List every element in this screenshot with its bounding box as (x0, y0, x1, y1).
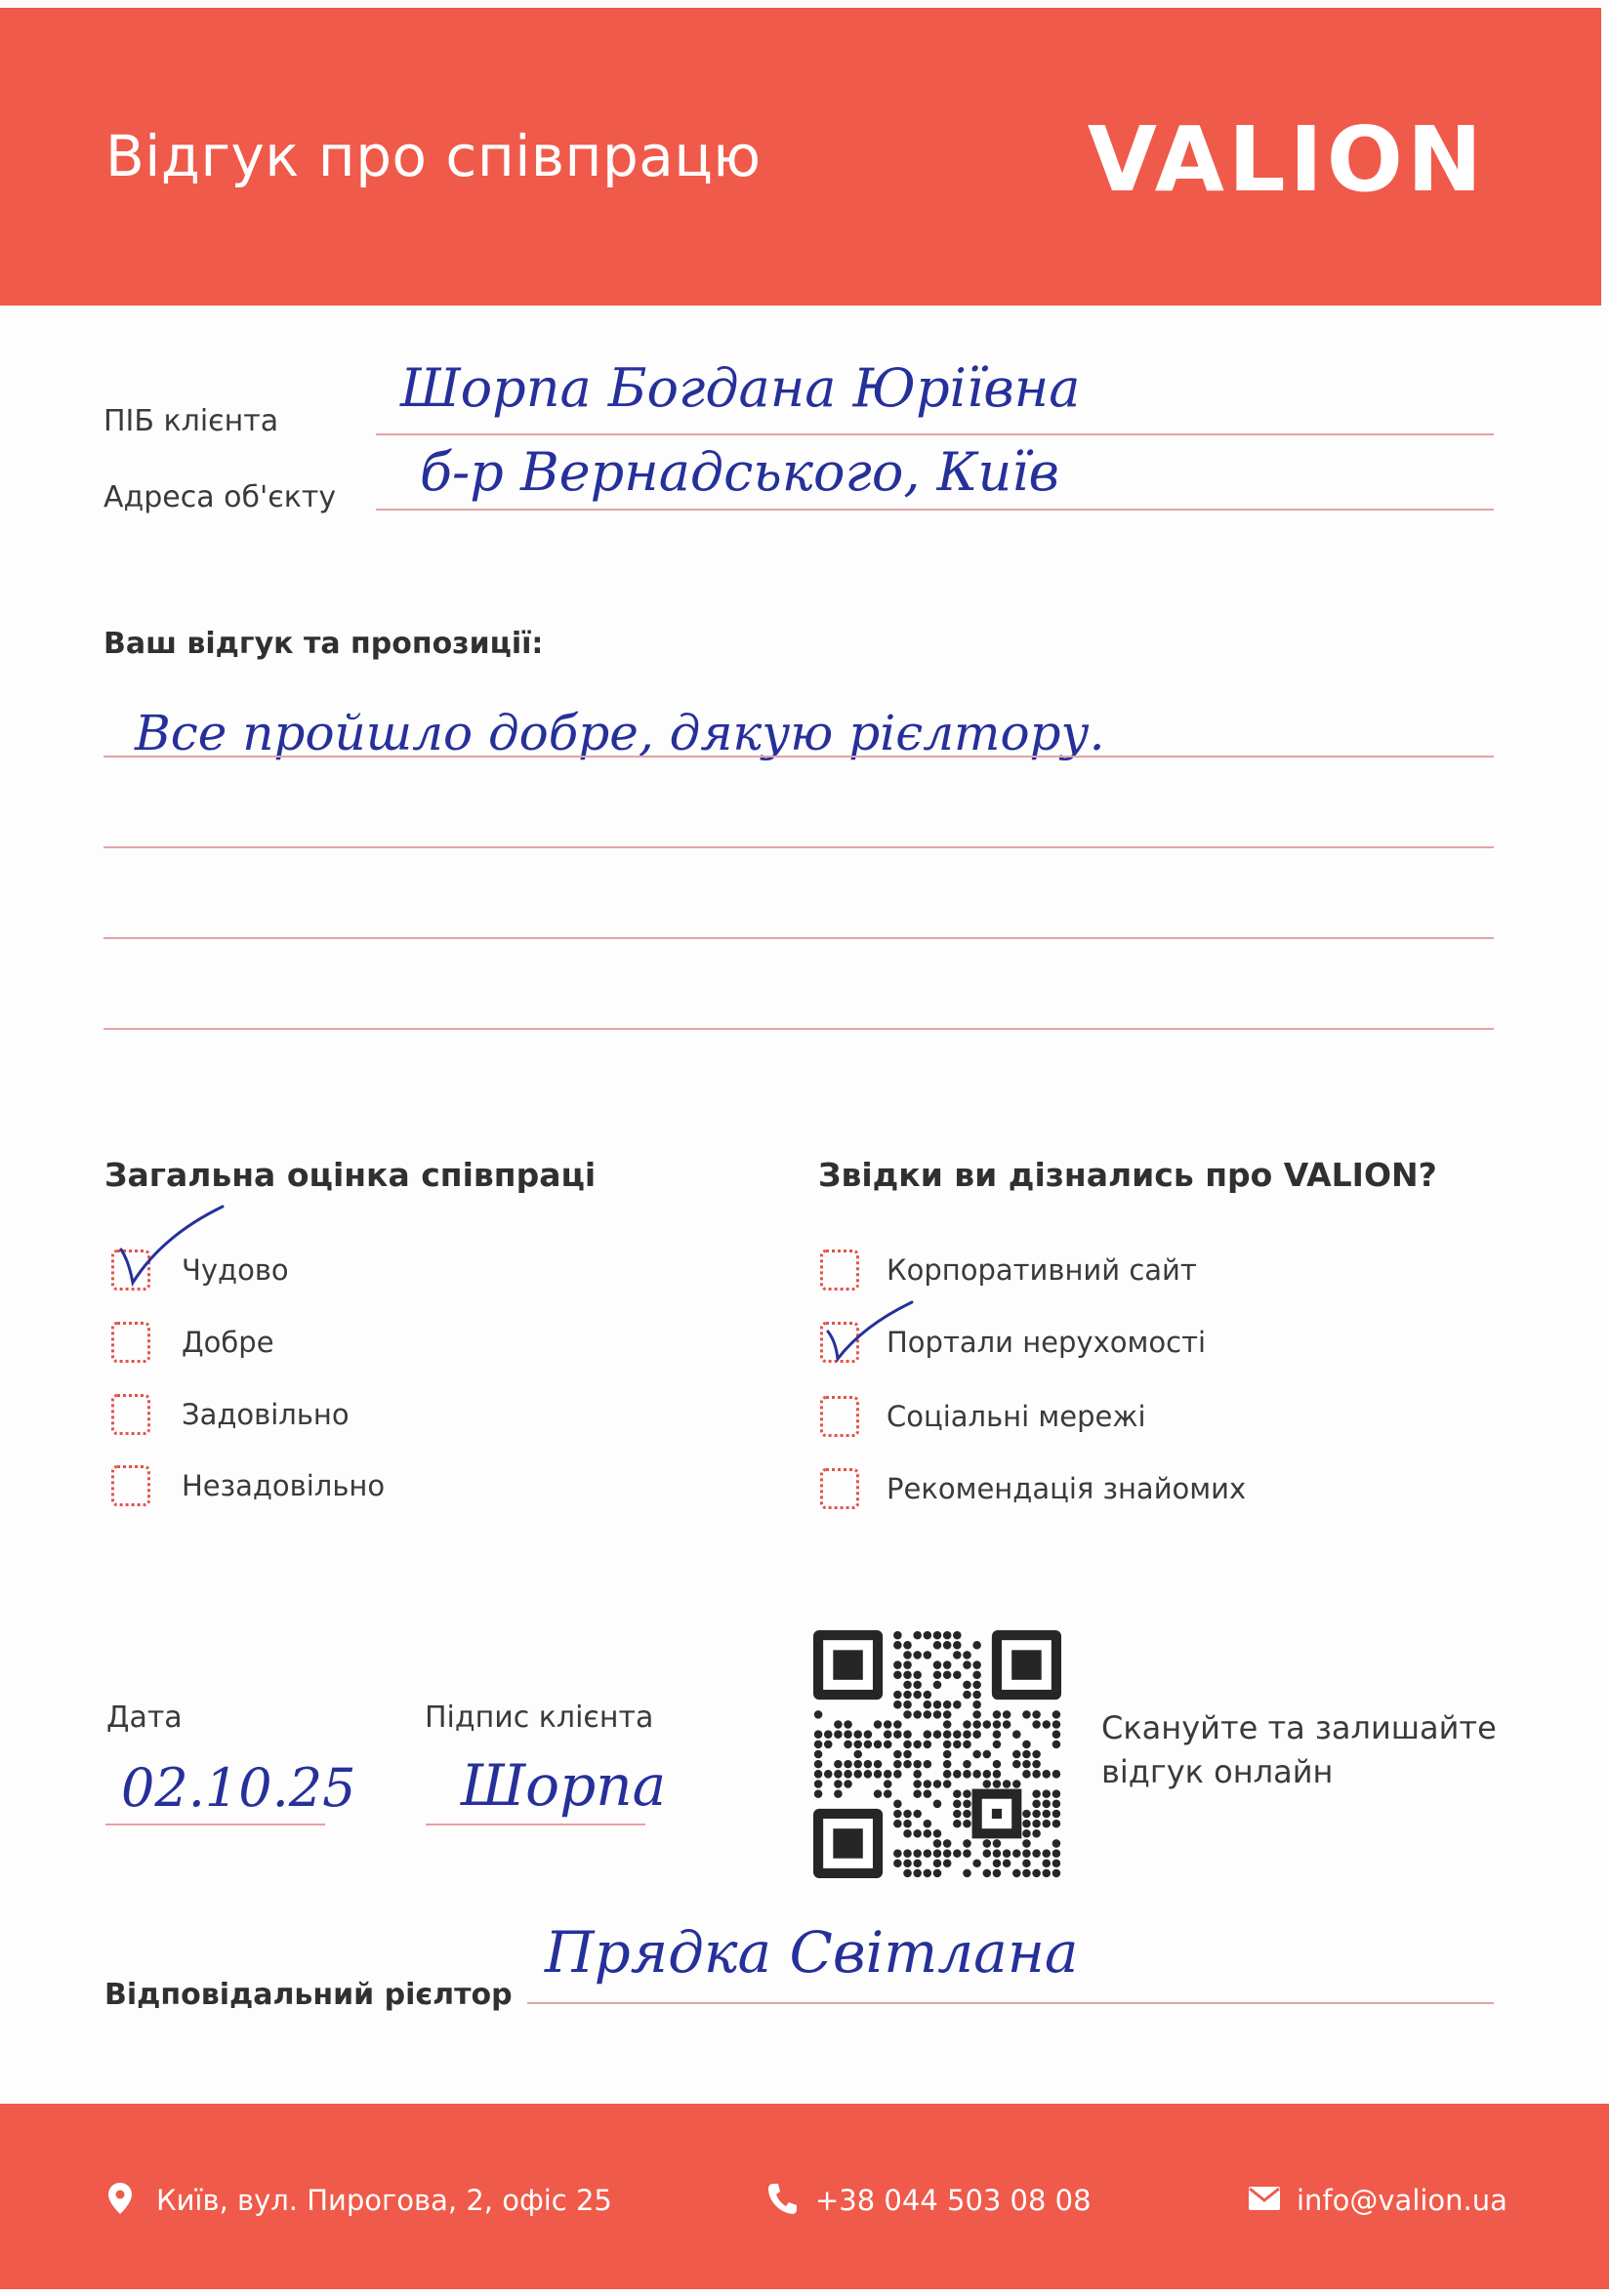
feedback-rule-4 (103, 1028, 1494, 1030)
feedback-rule-3 (103, 937, 1494, 939)
checkmark-icon (824, 1302, 922, 1371)
source-checkbox-social[interactable] (820, 1396, 859, 1437)
source-label-social: Соціальні мережі (887, 1400, 1146, 1433)
realtor-signature[interactable]: Прядка Світлана (545, 1919, 1079, 1986)
date-value[interactable]: 02.10.25 (121, 1757, 356, 1819)
feedback-title: Ваш відгук та пропозиції: (103, 627, 544, 661)
rating-checkbox-good[interactable] (111, 1322, 150, 1363)
feedback-rule-1 (103, 756, 1494, 758)
valion-logo: VALION (1087, 107, 1486, 212)
phone-icon (766, 2182, 798, 2215)
footer-address-text: Київ, вул. Пирогова, 2, офіс 25 (156, 2184, 612, 2217)
rating-label-good: Добре (182, 1326, 274, 1359)
client-name-label: ПІБ клієнта (103, 404, 279, 438)
realtor-line (527, 2002, 1494, 2004)
footer-email-text: info@valion.ua (1297, 2184, 1507, 2217)
form-title: Відгук про співпрацю (105, 123, 762, 189)
checkmark-icon (115, 1207, 232, 1285)
source-checkbox-website[interactable] (820, 1250, 859, 1291)
source-label-portals: Портали нерухомості (887, 1326, 1207, 1359)
source-title: Звідки ви дізнались про VALION? (818, 1156, 1437, 1194)
client-signature-label: Підпис клієнта (425, 1701, 654, 1735)
address-line (376, 509, 1494, 511)
header-band (0, 8, 1601, 306)
footer-phone-text: +38 044 503 08 08 (815, 2184, 1092, 2217)
envelope-icon (1248, 2186, 1281, 2211)
rating-checkbox-satisfactory[interactable] (111, 1394, 150, 1435)
rating-title: Загальна оцінка співпраці (104, 1156, 597, 1194)
feedback-rule-2 (103, 846, 1494, 848)
address-value[interactable]: б-р Вернадського, Київ (420, 441, 1059, 503)
source-label-referral: Рекомендація знайомих (887, 1472, 1247, 1505)
rating-label-satisfactory: Задовільно (182, 1398, 350, 1431)
client-name-value[interactable]: Шорпа Богдана Юріївна (400, 357, 1081, 419)
source-label-website: Корпоративний сайт (887, 1253, 1197, 1287)
client-name-line (376, 433, 1494, 435)
client-signature[interactable]: Шорпа (461, 1752, 667, 1819)
address-label: Адреса об'єкту (103, 480, 337, 514)
realtor-label: Відповідальний рієлтор (104, 1978, 513, 2012)
source-checkbox-referral[interactable] (820, 1468, 859, 1509)
feedback-line-1[interactable]: Все пройшло добре, дякую рієлтору. (135, 705, 1105, 761)
rating-label-excellent: Чудово (182, 1253, 289, 1287)
rating-label-unsatisfactory: Незадовільно (182, 1469, 386, 1502)
qr-code-icon[interactable] (813, 1630, 1061, 1878)
date-line (105, 1824, 325, 1825)
signature-line (426, 1824, 645, 1825)
rating-checkbox-unsatisfactory[interactable] (111, 1465, 150, 1506)
location-pin-icon (107, 2182, 133, 2215)
qr-caption (1101, 1706, 1497, 1794)
qr-caption-line-2: відгук онлайн (1101, 1753, 1334, 1790)
qr-caption-line-1: Скануйте та залишайте (1101, 1709, 1497, 1746)
date-label: Дата (106, 1701, 183, 1735)
footer-band (0, 2104, 1609, 2289)
